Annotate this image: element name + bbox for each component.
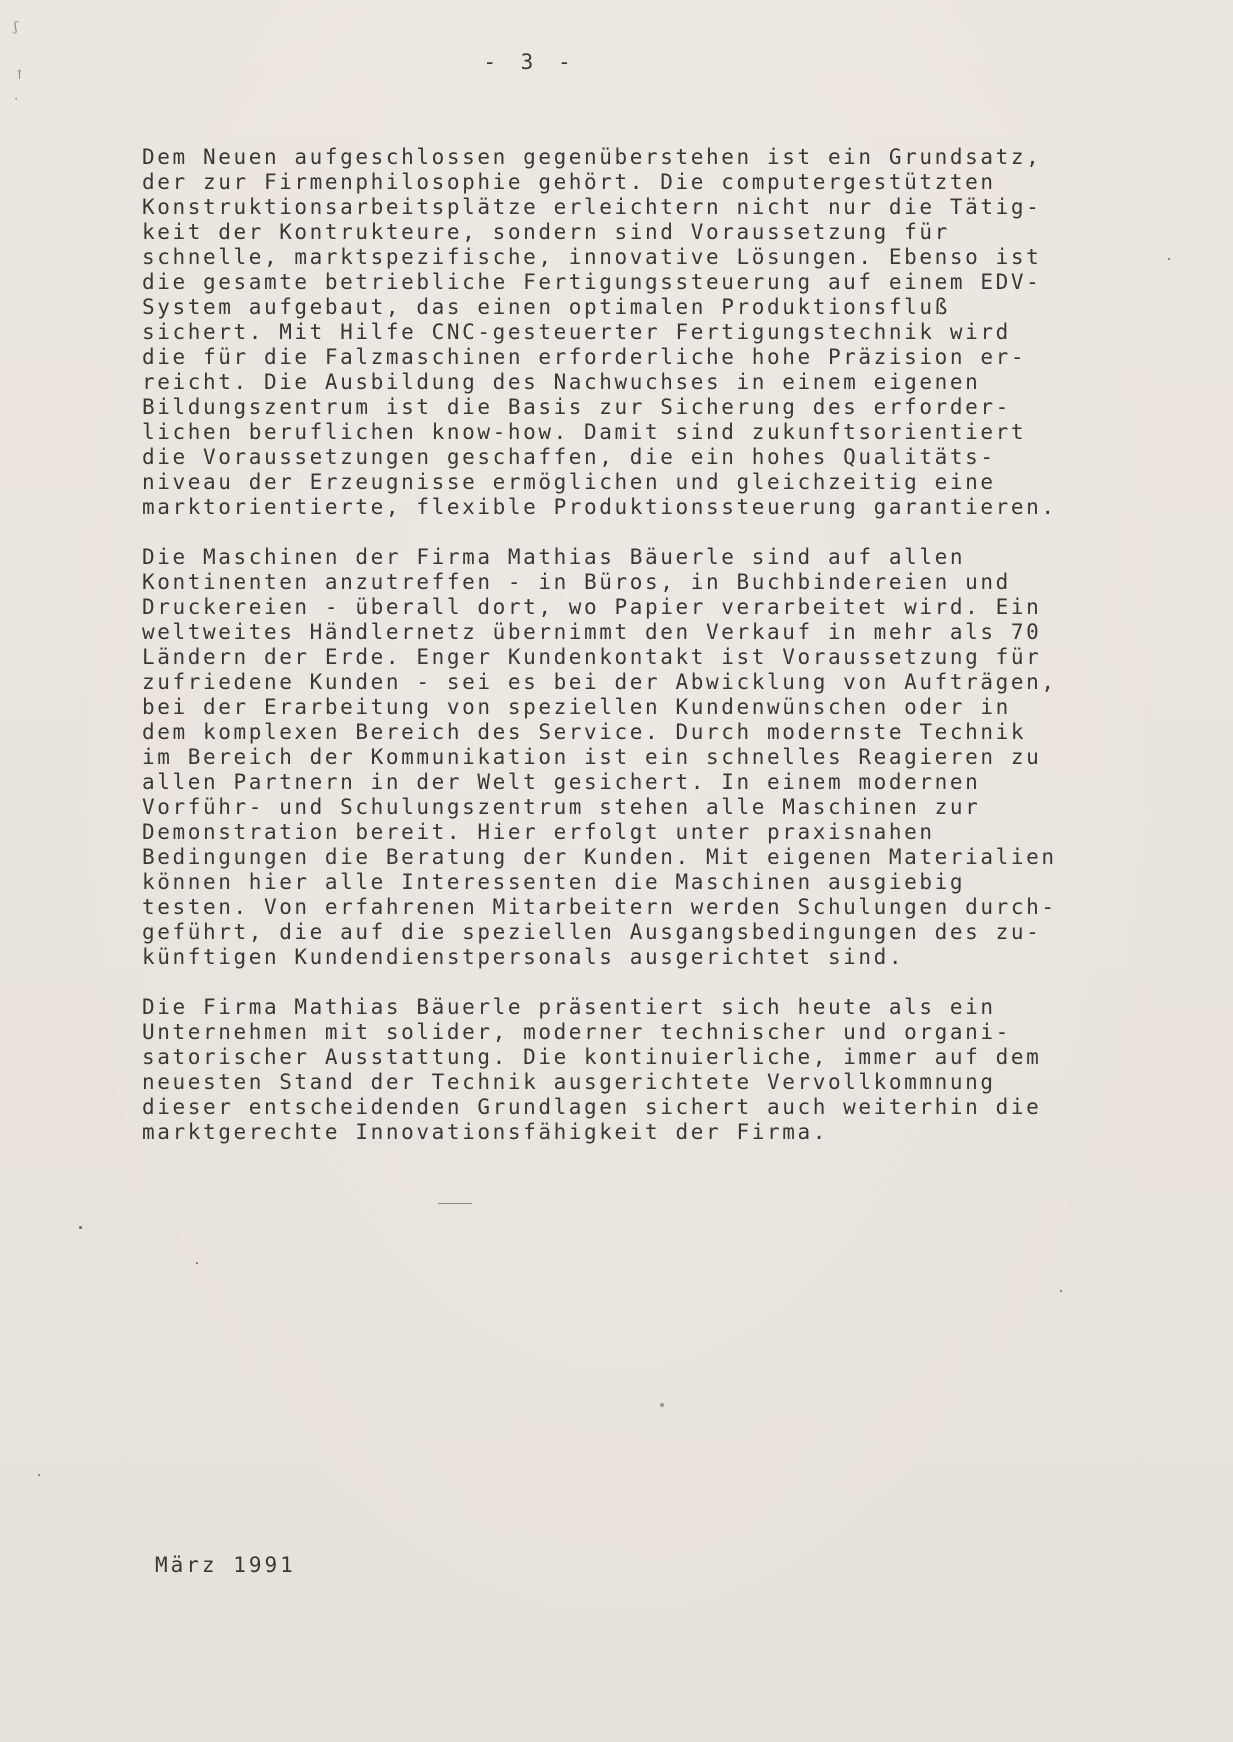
text-line: geführt, die auf die speziellen Ausgangsbedingungen des zu- — [142, 920, 1042, 944]
margin-mark: ↑ — [14, 68, 25, 83]
text-line: Bedingungen die Beratung der Kunden. Mit eigenen Materialien — [142, 845, 1057, 869]
body-text — [142, 145, 1142, 1170]
text-line: der zur Firmenphilosophie gehört. Die computergestützten — [142, 170, 996, 194]
text-line: Konstruktionsarbeitsplätze erleichtern nicht nur die Tätig- — [142, 195, 1042, 219]
text-line: künftigen Kundendienstpersonals ausgerichtet sind. — [142, 945, 905, 969]
text-line: allen Partnern in der Welt gesichert. In einem modernen — [142, 770, 981, 794]
text-line: marktorientierte, flexible Produktionssteuerung garantieren. — [142, 495, 1057, 519]
text-line: dieser entscheidenden Grundlagen sichert auch weiterhin die — [142, 1095, 1042, 1119]
text-line: lichen beruflichen know-how. Damit sind zukunftsorientiert — [142, 420, 1027, 444]
text-line: reicht. Die Ausbildung des Nachwuchses in einem eigenen — [142, 370, 981, 394]
text-line: Kontinenten anzutreffen - in Büros, in Buchbindereien und — [142, 570, 1011, 594]
text-line: Vorführ- und Schulungszentrum stehen alle Maschinen zur — [142, 795, 981, 819]
text-line: können hier alle Interessenten die Maschinen ausgiebig — [142, 870, 966, 894]
text-line: neuesten Stand der Technik ausgerichtete Vervollkommnung — [142, 1070, 996, 1094]
text-line: keit der Kontrukteure, sondern sind Voraussetzung für — [142, 220, 950, 244]
text-line: Ländern der Erde. Enger Kundenkontakt ist Voraussetzung für — [142, 645, 1042, 669]
margin-mark: · — [14, 92, 19, 107]
paper-speck — [660, 1403, 664, 1407]
paper-speck — [196, 1262, 198, 1264]
paper-speck — [1168, 258, 1170, 260]
text-line: die gesamte betriebliche Fertigungssteuerung auf einem EDV- — [142, 270, 1042, 294]
text-line: marktgerechte Innovationsfähigkeit der Firma. — [142, 1120, 828, 1144]
text-line: testen. Von erfahrenen Mitarbeitern werden Schulungen durch- — [142, 895, 1057, 919]
page-number: - 3 - — [483, 50, 577, 74]
text-line: sichert. Mit Hilfe CNC-gesteuerter Fertigungstechnik wird — [142, 320, 1011, 344]
paper-speck — [1060, 1290, 1062, 1292]
text-line: System aufgebaut, das einen optimalen Produktionsfluß — [142, 295, 950, 319]
document-date: März 1991 — [155, 1553, 296, 1577]
paper-speck — [38, 1474, 40, 1476]
text-line: bei der Erarbeitung von speziellen Kundenwünschen oder in — [142, 695, 1011, 719]
text-line: die für die Falzmaschinen erforderliche hohe Präzision er- — [142, 345, 1027, 369]
paragraph — [142, 995, 1142, 1145]
text-line: weltweites Händlernetz übernimmt den Verkauf in mehr als 70 — [142, 620, 1042, 644]
text-line: Unternehmen mit solider, moderner technischer und organi- — [142, 1020, 1011, 1044]
text-line: niveau der Erzeugnisse ermöglichen und gleichzeitig eine — [142, 470, 996, 494]
text-line: im Bereich der Kommunikation ist ein schnelles Reagieren zu — [142, 745, 1042, 769]
text-line: Dem Neuen aufgeschlossen gegenüberstehen ist ein Grundsatz, — [142, 145, 1042, 169]
pencil-mark — [438, 1203, 472, 1204]
paragraph — [142, 545, 1142, 970]
text-line: dem komplexen Bereich des Service. Durch modernste Technik — [142, 720, 1027, 744]
text-line: Bildungszentrum ist die Basis zur Sicherung des erforder- — [142, 395, 1011, 419]
text-line: zufriedene Kunden - sei es bei der Abwicklung von Aufträgen, — [142, 670, 1057, 694]
text-line: satorischer Ausstattung. Die kontinuierliche, immer auf dem — [142, 1045, 1042, 1069]
margin-mark: ʃ — [14, 20, 18, 35]
text-line: Demonstration bereit. Hier erfolgt unter praxisnahen — [142, 820, 935, 844]
paper-speck — [79, 1226, 82, 1229]
text-line: schnelle, marktspezifische, innovative Lösungen. Ebenso ist — [142, 245, 1042, 269]
text-line: Die Maschinen der Firma Mathias Bäuerle sind auf allen — [142, 545, 966, 569]
text-line: die Voraussetzungen geschaffen, die ein hohes Qualitäts- — [142, 445, 996, 469]
text-line: Die Firma Mathias Bäuerle präsentiert sich heute als ein — [142, 995, 996, 1019]
paragraph — [142, 145, 1142, 520]
text-line: Druckereien - überall dort, wo Papier verarbeitet wird. Ein — [142, 595, 1042, 619]
